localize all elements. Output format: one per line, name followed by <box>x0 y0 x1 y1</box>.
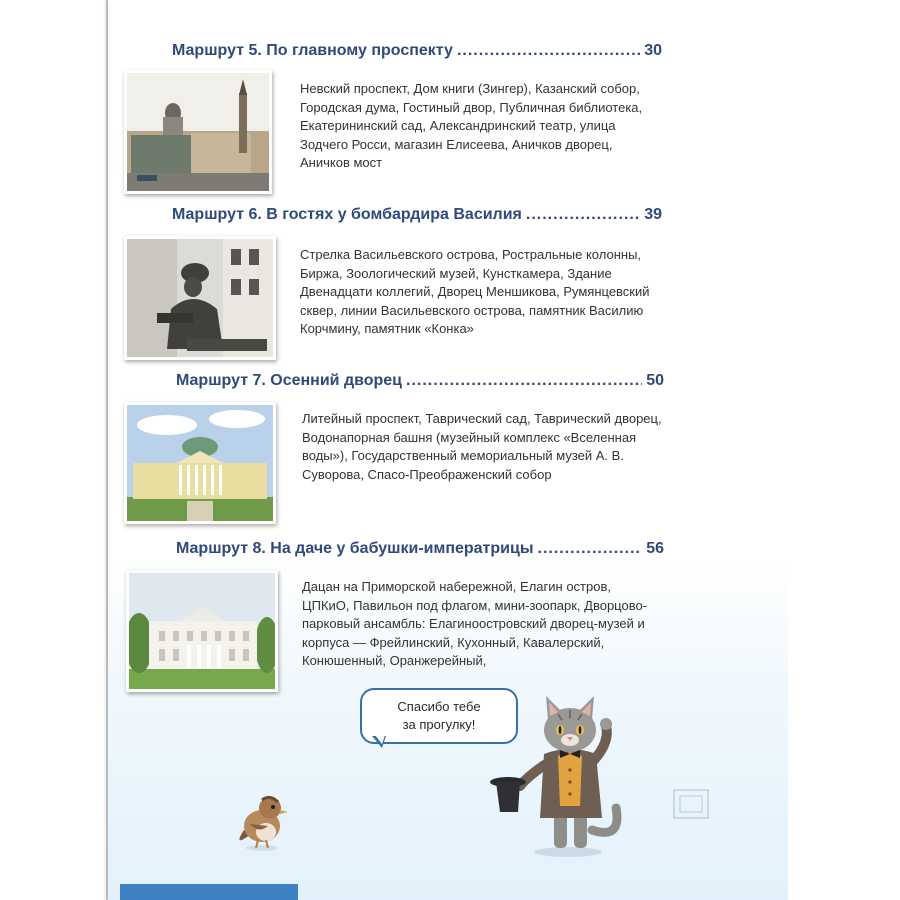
route-7-heading[interactable] <box>176 372 664 390</box>
bottom-accent-bar <box>120 884 298 900</box>
route-6-page-number: 39 <box>644 206 662 223</box>
leader-dots <box>406 372 642 390</box>
sparrow-illustration <box>232 790 292 852</box>
route-6-photo <box>124 236 276 360</box>
route-5-heading[interactable] <box>172 42 662 60</box>
right-margin <box>788 0 900 900</box>
route-7-description: Литейный проспект, Таврический сад, Таврический дворец, Водонапорная башня (музейный комплекс «Вселенная воды»), Государственный мемориальный музей А. В. Суворова, Спасо-Преображенский собор <box>302 411 662 482</box>
route-5-page-number: 30 <box>644 42 662 59</box>
leader-dots <box>457 42 640 60</box>
cat-illustration <box>488 690 628 860</box>
leader-dots <box>538 540 643 558</box>
route-8-heading[interactable] <box>176 540 664 558</box>
leader-dots <box>526 206 640 224</box>
speech-line-2: за прогулку! <box>402 717 476 732</box>
route-6-heading[interactable] <box>172 206 662 224</box>
route-5-photo <box>124 70 272 194</box>
route-8-description: Дацан на Приморской набережной, Елагин остров, ЦПКиО, Павильон под флагом, мини-зоопарк, Дворцово-парковый ансамбль: Елагиноостровский дворец-музей и корпуса — Фрейлинский, Кухонный, Кавалерский, Конюшенный, Оранжерейный, <box>302 579 648 669</box>
route-5-title: Маршрут 5. По главному проспекту <box>172 42 453 59</box>
route-6-title: Маршрут 6. В гостях у бомбардира Василия <box>172 206 522 223</box>
speech-line-1: Спасибо тебе <box>397 699 481 714</box>
route-6-description: Стрелка Васильевского острова, Ростральные колонны, Биржа, Зоологический музей, Кунсткамера, Здание Двенадцати коллегий, Дворец Меншикова, Румянцевский сквер, линии Васильевского острова, памятник Василию Корчмину, памятник «Конка» <box>300 247 650 337</box>
route-7-page-number: 50 <box>646 372 664 389</box>
route-8-photo <box>126 570 278 692</box>
speech-bubble-tail-inner <box>375 735 385 744</box>
route-8-title: Маршрут 8. На даче у бабушки-императрицы <box>176 540 534 557</box>
route-7-title: Маршрут 7. Осенний дворец <box>176 372 403 389</box>
route-8-page-number: 56 <box>646 540 664 557</box>
route-7-photo <box>124 402 276 524</box>
route-5-description: Невский проспект, Дом книги (Зингер), Казанский собор, Городская дума, Гостиный двор, Публичная библиотека, Екатерининский сад, Александринский театр, улица Зодчего Росси, магазин Елисеева, Аничков дворец, Аничков мост <box>300 81 643 171</box>
faint-stamp <box>672 788 710 820</box>
